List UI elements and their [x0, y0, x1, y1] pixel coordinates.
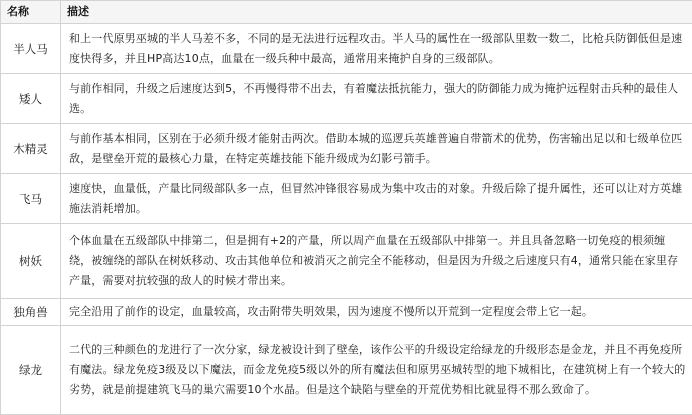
unit-description-cell: 个体血量在五级部队中排第二，但是拥有+2的产量，所以周产血量在五级部队中排第一。并且具备忽略一切免疫的根须缠绕，被缠绕的部队在树妖移动、攻击其他单位和被消灭之前完全不能移动，但是因为升级之后速度只有4，通常只能在家里存产量，需要对抗较强的敌人的时候才带出来。: [61, 224, 692, 299]
unit-name-cell: 树妖: [1, 224, 61, 299]
unit-name-cell: 矮人: [1, 74, 61, 124]
unit-description-cell: 二代的三种颜色的龙进行了一次分家，绿龙被设计到了壁垒，该作公平的升级设定给绿龙的升级形态是金龙，并且不再免疫所有魔法。绿龙免疫3级及以下魔法，而金龙免疫5级以外的所有魔法但和原男巫城转型的地下城相比，在建筑树上有一个较大的劣势，就是前提建筑飞马的巢穴需要10个水晶。但是这个缺陷与壁垒的开荒优势相比就显得不那么致命了。: [61, 326, 692, 415]
unit-description-cell: 速度快，血量低，产量比同级部队多一点，但冒然冲锋很容易成为集中攻击的对象。升级后除了提升属性，还可以让对方英雄施法消耗增加。: [61, 174, 692, 224]
table-row: [1, 299, 692, 326]
table-row: [1, 74, 692, 124]
column-header-description: 描述: [61, 1, 692, 24]
unit-description-cell: 与前作基本相同，区别在于必须升级才能射击两次。借助本城的巡逻兵英雄普遍自带箭术的优势，伤害输出足以和七级单位匹敌，是壁垒开荒的最核心力量，在特定英雄技能下能升级成为幻影弓箭手。: [61, 124, 692, 174]
table-header-row: [1, 1, 692, 24]
unit-description-cell: 和上一代原男巫城的半人马差不多，不同的是无法进行远程攻击。半人马的属性在一级部队里数一数二，比枪兵防御低但是速度快得多，并且HP高达10点，血量在一级兵种中最高，通常用来掩护自身的三级部队。: [61, 24, 692, 74]
unit-name-cell: 独角兽: [1, 299, 61, 326]
table-row: [1, 174, 692, 224]
table-row: [1, 326, 692, 415]
unit-name-cell: 半人马: [1, 24, 61, 74]
unit-name-cell: 木精灵: [1, 124, 61, 174]
unit-description-cell: 与前作相同，升级之后速度达到5，不再慢得带不出去，有着魔法抵抗能力，强大的防御能力成为掩护远程射击兵种的最佳人选。: [61, 74, 692, 124]
table-row: [1, 224, 692, 299]
unit-name-cell: 绿龙: [1, 326, 61, 415]
table-row: [1, 124, 692, 174]
unit-name-cell: 飞马: [1, 174, 61, 224]
unit-description-cell: 完全沿用了前作的设定，血量较高，攻击附带失明效果，因为速度不慢所以开荒到一定程度会带上它一起。: [61, 299, 692, 326]
table-row: [1, 24, 692, 74]
column-header-name: 名称: [1, 1, 61, 24]
